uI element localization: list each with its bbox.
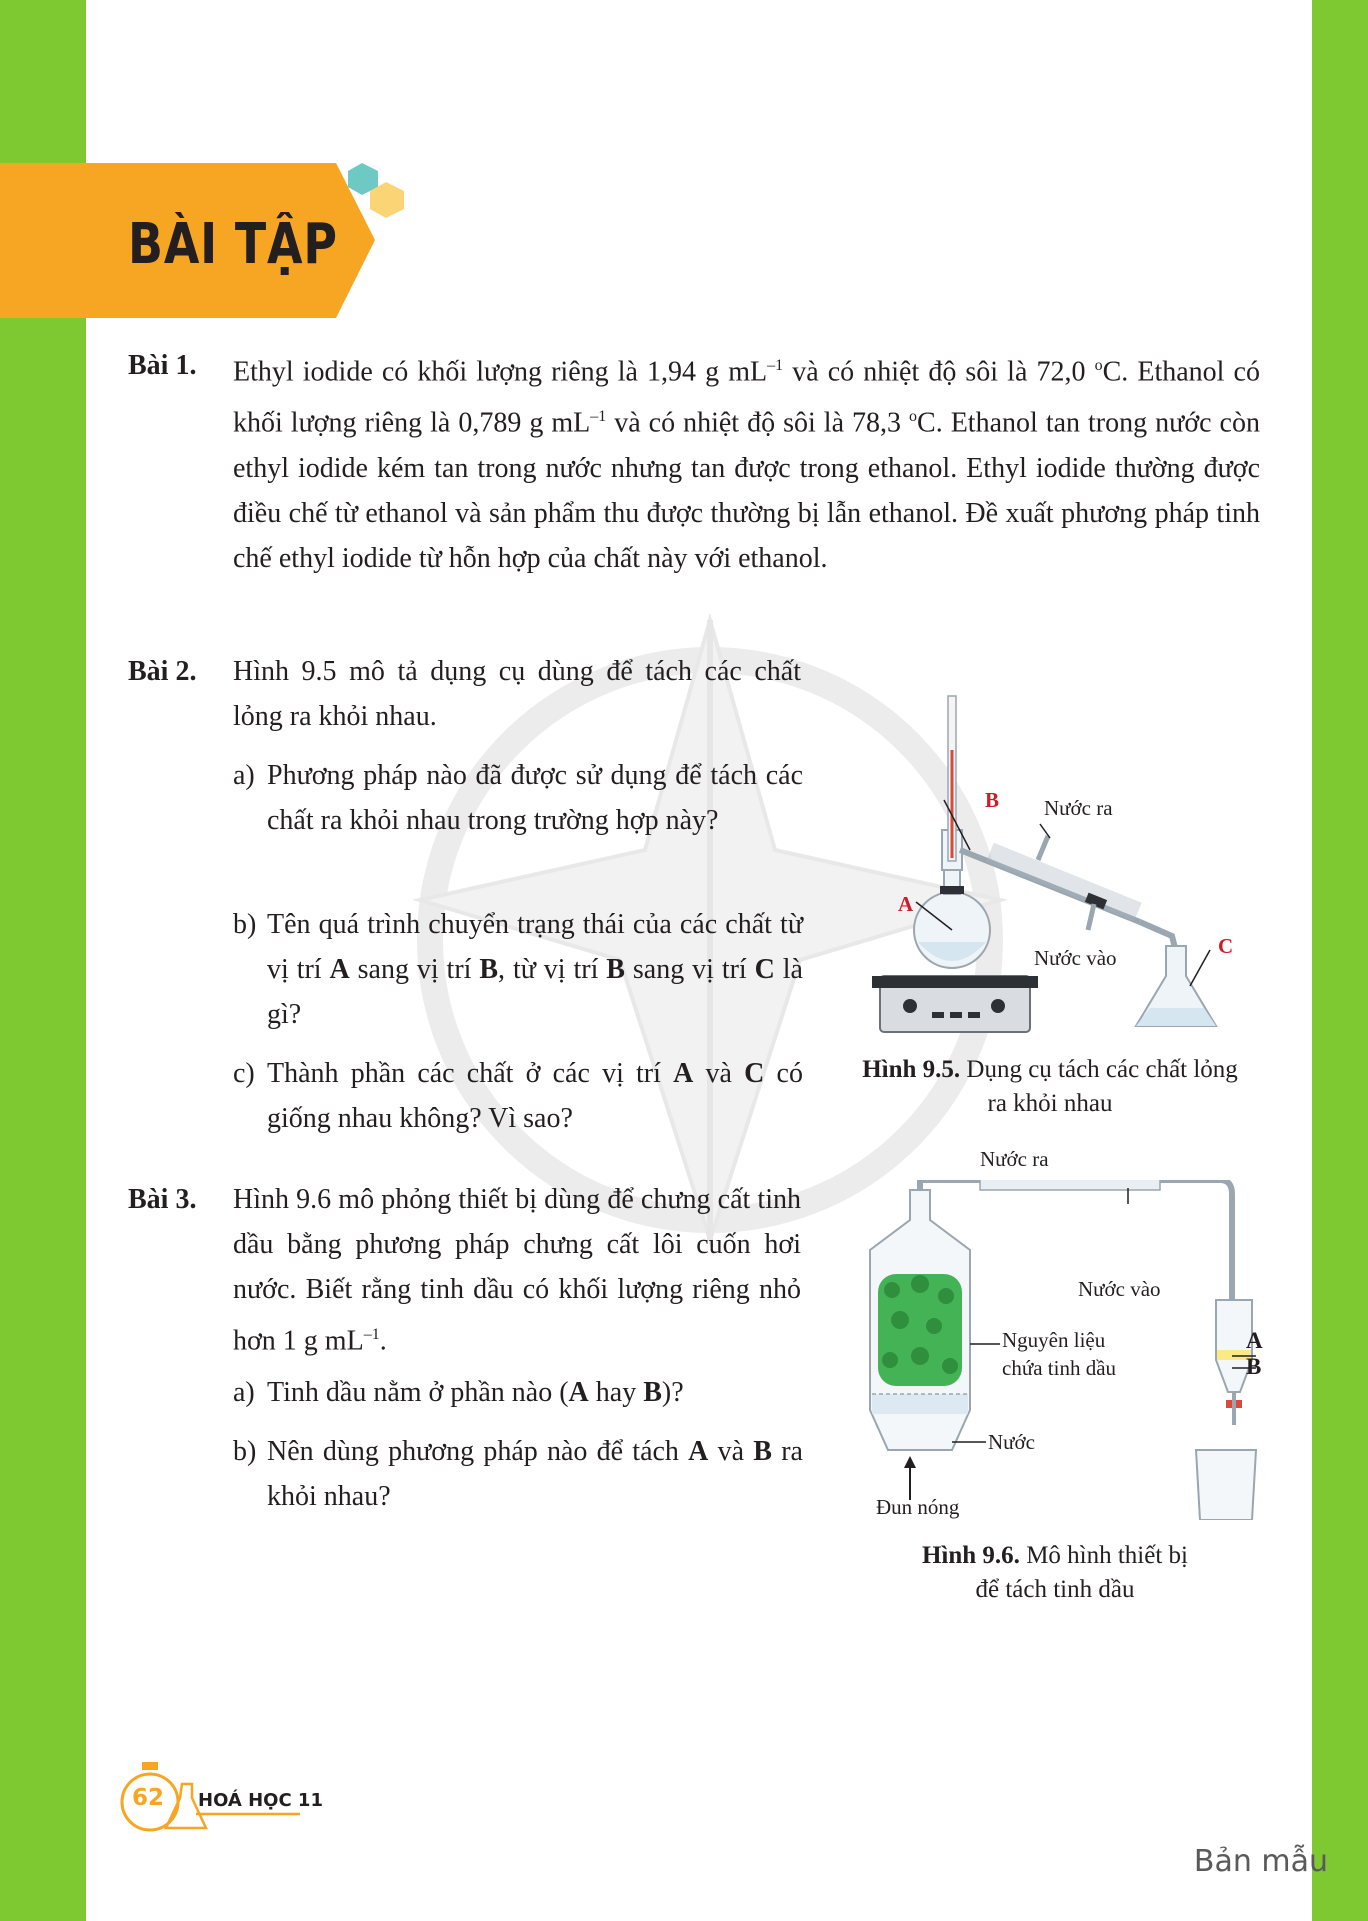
- figure-9-5-distillation-apparatus: [870, 690, 1280, 1040]
- exercise-2-intro: Hình 9.5 mô tả dụng cụ dùng để tách các chất lỏng ra khỏi nhau.: [233, 656, 801, 732]
- fig95-water-out: Nước ra: [1044, 796, 1113, 820]
- fig95-label-B: B: [985, 788, 1000, 812]
- exercise-2b: b) Tên quá trình chuyển trạng thái của các chất từ vị trí A sang vị trí B, từ vị trí B sang vị trí C là gì?: [233, 909, 803, 1030]
- exercise-3b: b) Nên dùng phương pháp nào để tách A và B ra khỏi nhau?: [233, 1436, 803, 1512]
- figure-9-6-caption: Hình 9.6. Mô hình thiết bị để tách tinh dầu: [921, 1542, 1188, 1603]
- exercise-2-label: Bài 2.: [128, 656, 197, 687]
- fig96-label-B: B: [1246, 1354, 1262, 1379]
- book-title: HOÁ HỌC 11: [198, 1790, 323, 1811]
- right-green-margin: [1312, 0, 1368, 1921]
- fig96-water-out: Nước ra: [980, 1147, 1049, 1171]
- fig96-label-A: A: [1246, 1328, 1263, 1353]
- fig96-material-line1: Nguyên liệu: [1002, 1328, 1106, 1352]
- exercise-2c: c) Thành phần các chất ở các vị trí A và C có giống nhau không? Vì sao?: [233, 1058, 803, 1134]
- exercise-3-intro: Hình 9.6 mô phỏng thiết bị dùng để chưng cất tinh dầu bằng phương pháp chưng cất lôi cuốn hơi nước. Biết rằng tinh dầu có khối lượng riêng nhỏ hơn 1 g $mL^{-1}$.: [233, 1184, 801, 1357]
- fig95-water-in: Nước vào: [1034, 946, 1117, 970]
- fig95-label-A: A: [898, 892, 914, 916]
- exercise-1-text: Ethyl iodide có khối lượng riêng là 1,94 g $mL^{-1}$ và có nhiệt độ sôi là 72,0 $^o$C. Ethanol có khối lượng riêng là 0,789 g $mL^{-1}$ và có nhiệt độ sôi là 78,3 $^o$C. Ethanol tan trong nước còn ethyl iodide kém tan trong nước nhưng tan được trong ethanol. Ethyl iodide thường được điều chế từ ethanol và sản phẩm thu được thường bị lẫn ethanol. Đề xuất phương pháp tinh chế ethyl iodide từ hỗn hợp của chất này với ethanol.: [233, 356, 1260, 574]
- exercise-3-label: Bài 3.: [128, 1184, 197, 1215]
- fig96-water: Nước: [988, 1430, 1035, 1454]
- page-number: 62: [132, 1785, 165, 1811]
- exercise-3a: a) Tinh dầu nằm ở phần nào (A hay B)?: [233, 1377, 684, 1408]
- figure-9-5-caption: Hình 9.5. Dụng cụ tách các chất lỏng ra khỏi nhau: [862, 1056, 1238, 1117]
- page-title: BÀI TẬP: [128, 212, 338, 277]
- fig96-water-in: Nước vào: [1078, 1277, 1161, 1301]
- fig95-label-C: C: [1218, 934, 1234, 958]
- fig96-material-line2: chứa tinh dầu: [1002, 1356, 1117, 1380]
- sample-watermark: Bản mẫu: [1193, 1844, 1328, 1879]
- fig96-heat: Đun nóng: [876, 1495, 960, 1519]
- exercise-2a: a) Phương pháp nào đã được sử dụng để tách các chất ra khỏi nhau trong trường hợp này?: [233, 760, 803, 836]
- exercise-1-label: Bài 1.: [128, 350, 197, 381]
